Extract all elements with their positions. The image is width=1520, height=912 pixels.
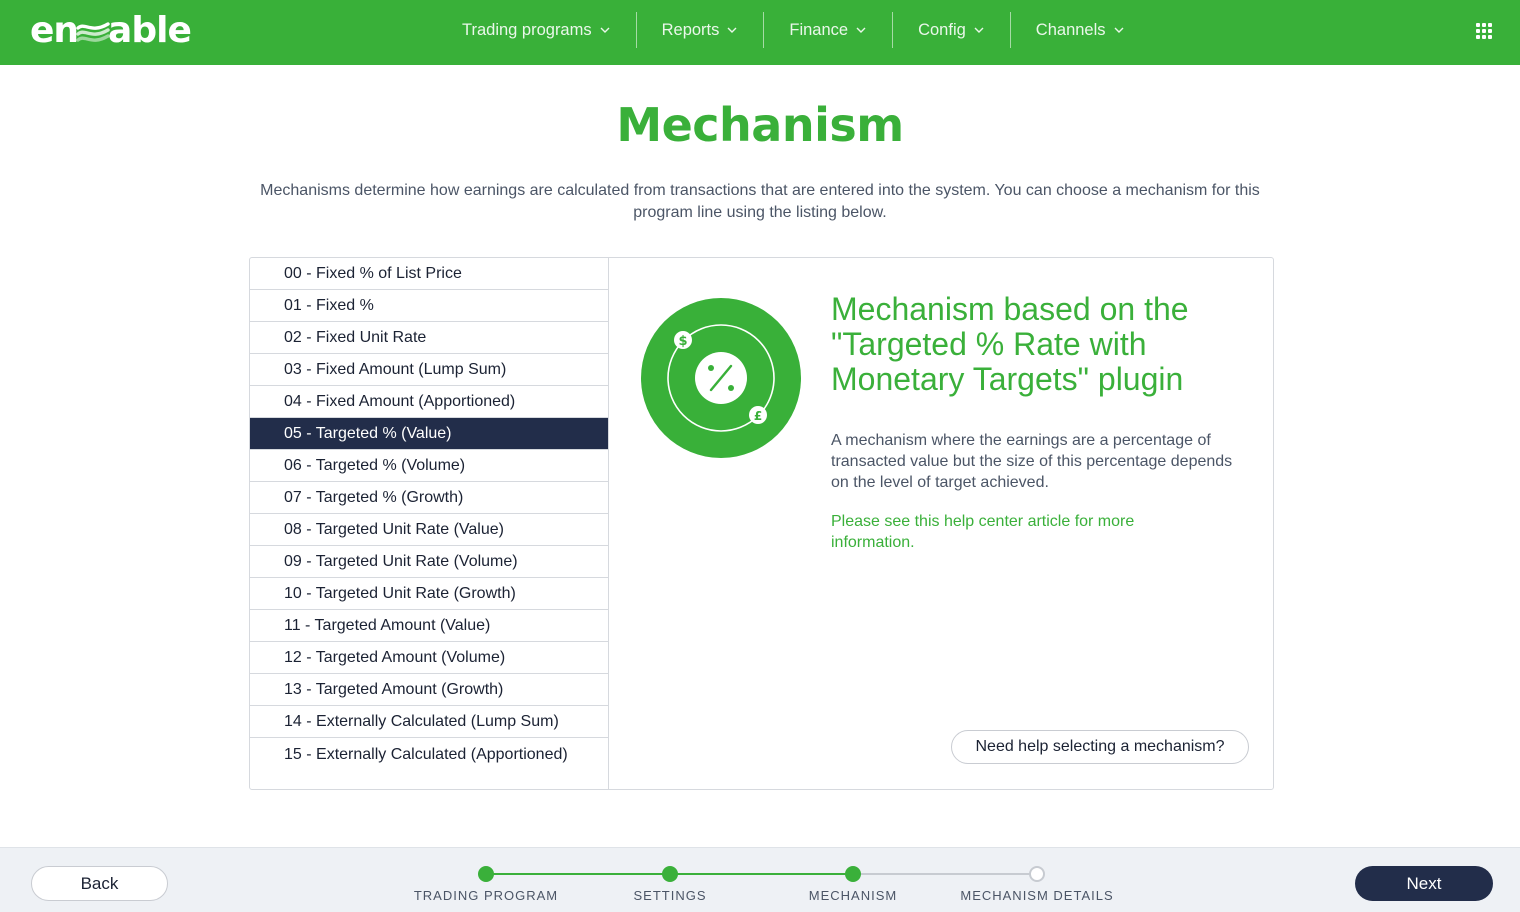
nav-label: Config: [918, 20, 966, 39]
detail-description: A mechanism where the earnings are a percentage of transacted value but the size of this percentage depends on the level of target achieved.: [831, 432, 1233, 491]
nav-reports[interactable]: [636, 12, 764, 48]
mechanism-item[interactable]: 03 - Fixed Amount (Lump Sum): [250, 354, 608, 386]
page-intro: Mechanisms determine how earnings are calculated from transactions that are entered into the system. You can choose a mechanism for this program line using the listing below.: [260, 182, 1260, 221]
percent-target-icon: [641, 298, 801, 458]
mechanism-item[interactable]: 13 - Targeted Amount (Growth): [250, 674, 608, 706]
mechanism-item[interactable]: 07 - Targeted % (Growth): [250, 482, 608, 514]
chevron-down-icon: [973, 26, 985, 34]
step-connector: [670, 873, 853, 875]
wizard-footer: [0, 847, 1520, 912]
nav-finance[interactable]: [763, 12, 892, 48]
mechanism-item[interactable]: 14 - Externally Calculated (Lump Sum): [250, 706, 608, 738]
chevron-down-icon: [1113, 26, 1125, 34]
logo-text-right: able: [108, 9, 191, 51]
enable-logo[interactable]: [30, 10, 191, 50]
mechanism-item[interactable]: 01 - Fixed %: [250, 290, 608, 322]
step-label-mechanism-details: MECHANISM DETAILS: [960, 888, 1114, 903]
step-dot-settings: [662, 866, 678, 882]
nav-label: Trading programs: [462, 20, 592, 39]
logo-waves-icon: [76, 12, 110, 48]
mechanism-detail: [610, 258, 1273, 789]
mechanism-item[interactable]: 11 - Targeted Amount (Value): [250, 610, 608, 642]
mechanism-item[interactable]: 06 - Targeted % (Volume): [250, 450, 608, 482]
page-title: Mechanism: [616, 98, 904, 152]
svg-text:£: £: [753, 409, 763, 423]
next-button[interactable]: Next: [1355, 866, 1493, 901]
detail-title: Mechanism based on the "Targeted % Rate with Monetary Targets" plugin: [831, 291, 1189, 397]
nav-trading-programs[interactable]: [437, 12, 636, 48]
step-dot-trading-program: [478, 866, 494, 882]
mechanism-list: [250, 258, 609, 789]
step-label-trading-program: TRADING PROGRAM: [413, 888, 559, 903]
step-label-mechanism: MECHANISM: [808, 888, 898, 903]
chevron-down-icon: [726, 26, 738, 34]
mechanism-item[interactable]: 00 - Fixed % of List Price: [250, 258, 608, 290]
mechanism-item[interactable]: 12 - Targeted Amount (Volume): [250, 642, 608, 674]
mechanism-item[interactable]: 15 - Externally Calculated (Apportioned): [284, 746, 568, 763]
nav-label: Finance: [789, 20, 849, 39]
nav-label: Channels: [1035, 20, 1106, 39]
mechanism-item-selected[interactable]: 05 - Targeted % (Value): [250, 418, 608, 450]
logo-text-left: en: [30, 9, 79, 51]
nav-channels[interactable]: [1010, 12, 1150, 48]
mechanism-item[interactable]: 02 - Fixed Unit Rate: [250, 322, 608, 354]
mechanism-item[interactable]: 10 - Targeted Unit Rate (Growth): [250, 578, 608, 610]
back-button[interactable]: Back: [31, 866, 168, 901]
app-grid-icon[interactable]: [1476, 23, 1492, 39]
step-connector: [486, 873, 670, 875]
mechanism-item[interactable]: 09 - Targeted Unit Rate (Volume): [250, 546, 608, 578]
svg-text:$: $: [678, 334, 688, 349]
top-navigation-bar: [0, 0, 1520, 65]
mechanism-item[interactable]: 04 - Fixed Amount (Apportioned): [250, 386, 608, 418]
chevron-down-icon: [855, 26, 867, 34]
mechanism-panel: [249, 257, 1274, 790]
step-dot-mechanism-details: [1029, 866, 1045, 882]
chevron-down-icon: [599, 26, 611, 34]
nav-config[interactable]: [892, 12, 1010, 48]
mechanism-item[interactable]: 08 - Targeted Unit Rate (Value): [250, 514, 608, 546]
help-center-link[interactable]: Please see this help center article for more information.: [831, 513, 1135, 551]
step-dot-mechanism: [845, 866, 861, 882]
main-nav: [437, 12, 1150, 48]
progress-stepper: [0, 848, 1520, 912]
nav-label: Reports: [661, 20, 720, 39]
help-selecting-mechanism-button[interactable]: Need help selecting a mechanism?: [951, 730, 1249, 764]
step-label-settings: SETTINGS: [633, 888, 707, 903]
step-connector: [853, 873, 1037, 875]
